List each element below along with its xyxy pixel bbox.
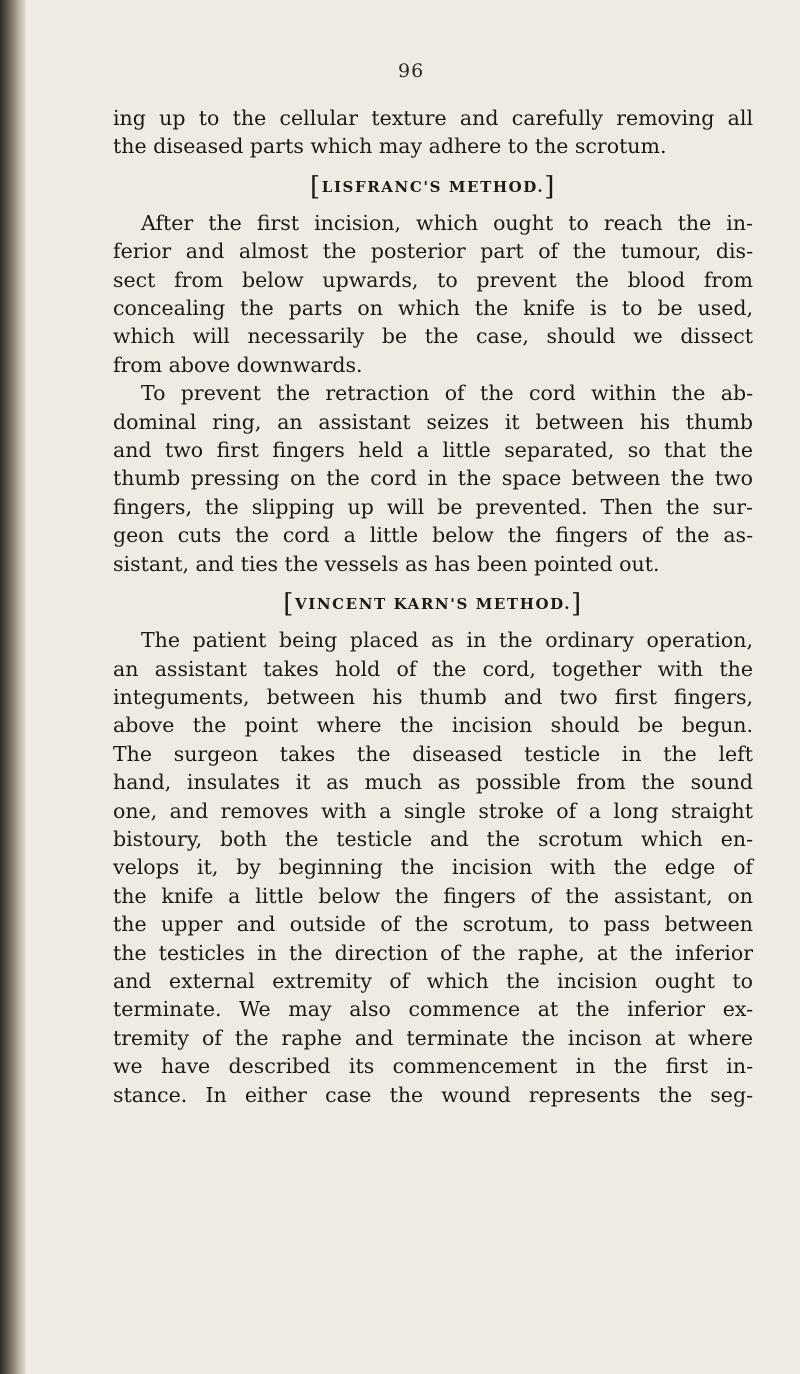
text-line: bistoury, both the testicle and the scrotum which en- [113,826,753,851]
section-heading-vincent-karn: [VINCENT KARN'S METHOD.] [283,589,583,620]
text-line: the testicles in the direction of the raphe, at the inferior [113,940,753,965]
text-line: fingers, the slipping up will be prevented. Then the sur- [113,494,753,519]
text-line: integuments, between his thumb and two first fingers, [113,684,753,709]
text-line: above the point where the incision should be begun. [113,713,753,738]
paragraph-2 [113,209,753,379]
text-line: To prevent the retraction of the cord within the ab- [141,381,753,406]
text-line: ferior and almost the posterior part of the tumour, dis- [113,239,753,264]
text-line: and external extremity of which the incision ought to [113,968,753,993]
text-line: thumb pressing on the cord in the space between the two [113,466,753,491]
text-line: the diseased parts which may adhere to the scrotum. [113,134,667,159]
text-line: The patient being placed as in the ordinary operation, [141,628,753,653]
text-line: concealing the parts on which the knife is to be used, [113,296,753,321]
text-line: dominal ring, an assistant seizes it between his thumb [113,409,753,434]
book-spine-shadow [0,0,26,1374]
text-line: the knife a little below the fingers of the assistant, on [113,883,753,908]
text-line: the upper and outside of the scrotum, to pass between [113,912,753,937]
page-number: 96 [398,60,425,82]
paragraph-3 [113,379,753,578]
text-line: The surgeon takes the diseased testicle in the left [113,741,753,766]
text-line: an assistant takes hold of the cord, together with the [113,656,753,681]
text-line: sect from below upwards, to prevent the blood from [113,267,753,292]
text-line: hand, insulates it as much as possible from the sound [113,770,753,795]
text-line: geon cuts the cord a little below the fingers of the as- [113,523,753,548]
text-line: from above downwards. [113,352,363,377]
paragraph-4 [113,626,753,1109]
text-line: tremity of the raphe and terminate the incison at where [113,1025,753,1050]
text-line: terminate. We may also commence at the inferior ex- [113,997,753,1022]
section-heading-lisfranc: [LISFRANC'S METHOD.] [310,171,556,202]
text-line: which will necessarily be the case, should we dissect [113,324,753,349]
text-line: and two first fingers held a little separated, so that the [113,438,753,463]
text-line: After the first incision, which ought to reach the in- [141,210,753,235]
text-line: we have described its commencement in the first in- [113,1054,753,1079]
paragraph-1 [113,104,753,161]
text-line: sistant, and ties the vessels as has been pointed out. [113,551,660,576]
text-line: ing up to the cellular texture and carefully removing all [113,106,753,130]
page-text [113,104,753,1109]
text-line: one, and removes with a single stroke of a long straight [113,798,753,823]
text-line: velops it, by beginning the incision with the edge of [113,855,753,880]
text-line: stance. In either case the wound represents the seg- [113,1082,753,1107]
